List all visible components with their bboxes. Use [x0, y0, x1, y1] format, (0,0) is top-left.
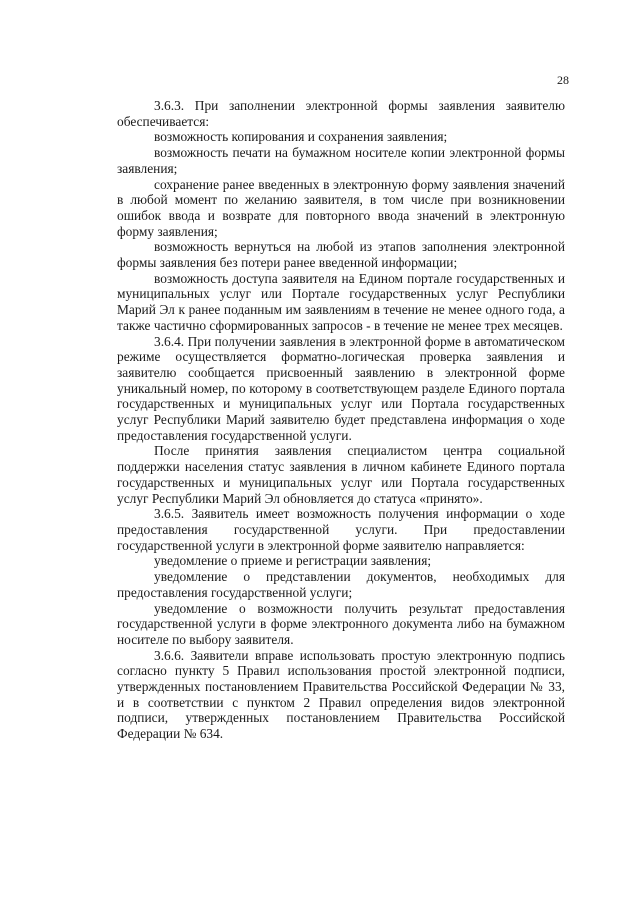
page-number: 28 [557, 73, 569, 87]
paragraph-3-6-4: 3.6.4. При получении заявления в электронной форме в автоматическом режиме осуществляется форматно-логическая проверка заявления и заявителю сообщается присвоенный заявлению в электронной форме уникальный номер, по которому в соответствующем разделе Единого портала государственных и муниципальных услуг или Портала государственных услуг Республики Марий заявителю будет представлена информация о ходе предоставления государственной услуги. [117, 333, 565, 443]
list-item-return-step: возможность вернуться на любой из этапов заполнения электронной формы заявления без потери ранее введенной информации; [117, 239, 565, 271]
list-item-notice-result: уведомление о возможности получить результат предоставления государственной услуги в форме электронного документа либо на бумажном носителе по выбору заявителя. [117, 600, 565, 647]
list-item-save-values: сохранение ранее введенных в электронную форму заявления значений в любой момент по желанию заявителя, в том числе при возникновении ошибок ввода и возврате для повторного ввода значений в электронную форму заявления; [117, 176, 565, 239]
list-item-notice-receipt: уведомление о приеме и регистрации заявления; [154, 553, 432, 569]
paragraph-3-6-6: 3.6.6. Заявители вправе использовать простую электронную подпись согласно пункту 5 Правил использования простой электронной подписи, утвержденных постановлением Правительства Российской Федерации № 33, и в соответствии с пунктом 2 Правил определения видов электронной подписи, утвержденных постановлением Правительства Российской Федерации № 634. [117, 647, 565, 742]
list-item-copy: возможность копирования и сохранения заявления; [154, 129, 448, 145]
list-item-access: возможность доступа заявителя на Едином портале государственных и муниципальных услуг или Портале государственных услуг Республики Марий Эл к ранее поданным им заявлениям в течение не менее одного года, а также частично сформированных запросов - в течение не менее трех месяцев. [117, 270, 565, 333]
list-item-notice-documents: уведомление о представлении документов, необходимых для предоставления государственной услуги; [117, 569, 565, 600]
document-body [117, 98, 565, 742]
paragraph-after-acceptance: После принятия заявления специалистом центра социальной поддержки населения статус заявления в личном кабинете Единого портала государственных и муниципальных услуг или Портала государственных услуг Республики Марий Эл обновляется до статуса «принято». [117, 443, 565, 506]
list-item-print: возможность печати на бумажном носителе копии электронной формы заявления; [117, 145, 565, 176]
paragraph-3-6-3: 3.6.3. При заполнении электронной формы заявления заявителю обеспечивается: [117, 98, 565, 129]
paragraph-3-6-5: 3.6.5. Заявитель имеет возможность получения информации о ходе предоставления государственной услуги. При предоставлении государственной услуги в электронной форме заявителю направляется: [117, 506, 565, 553]
